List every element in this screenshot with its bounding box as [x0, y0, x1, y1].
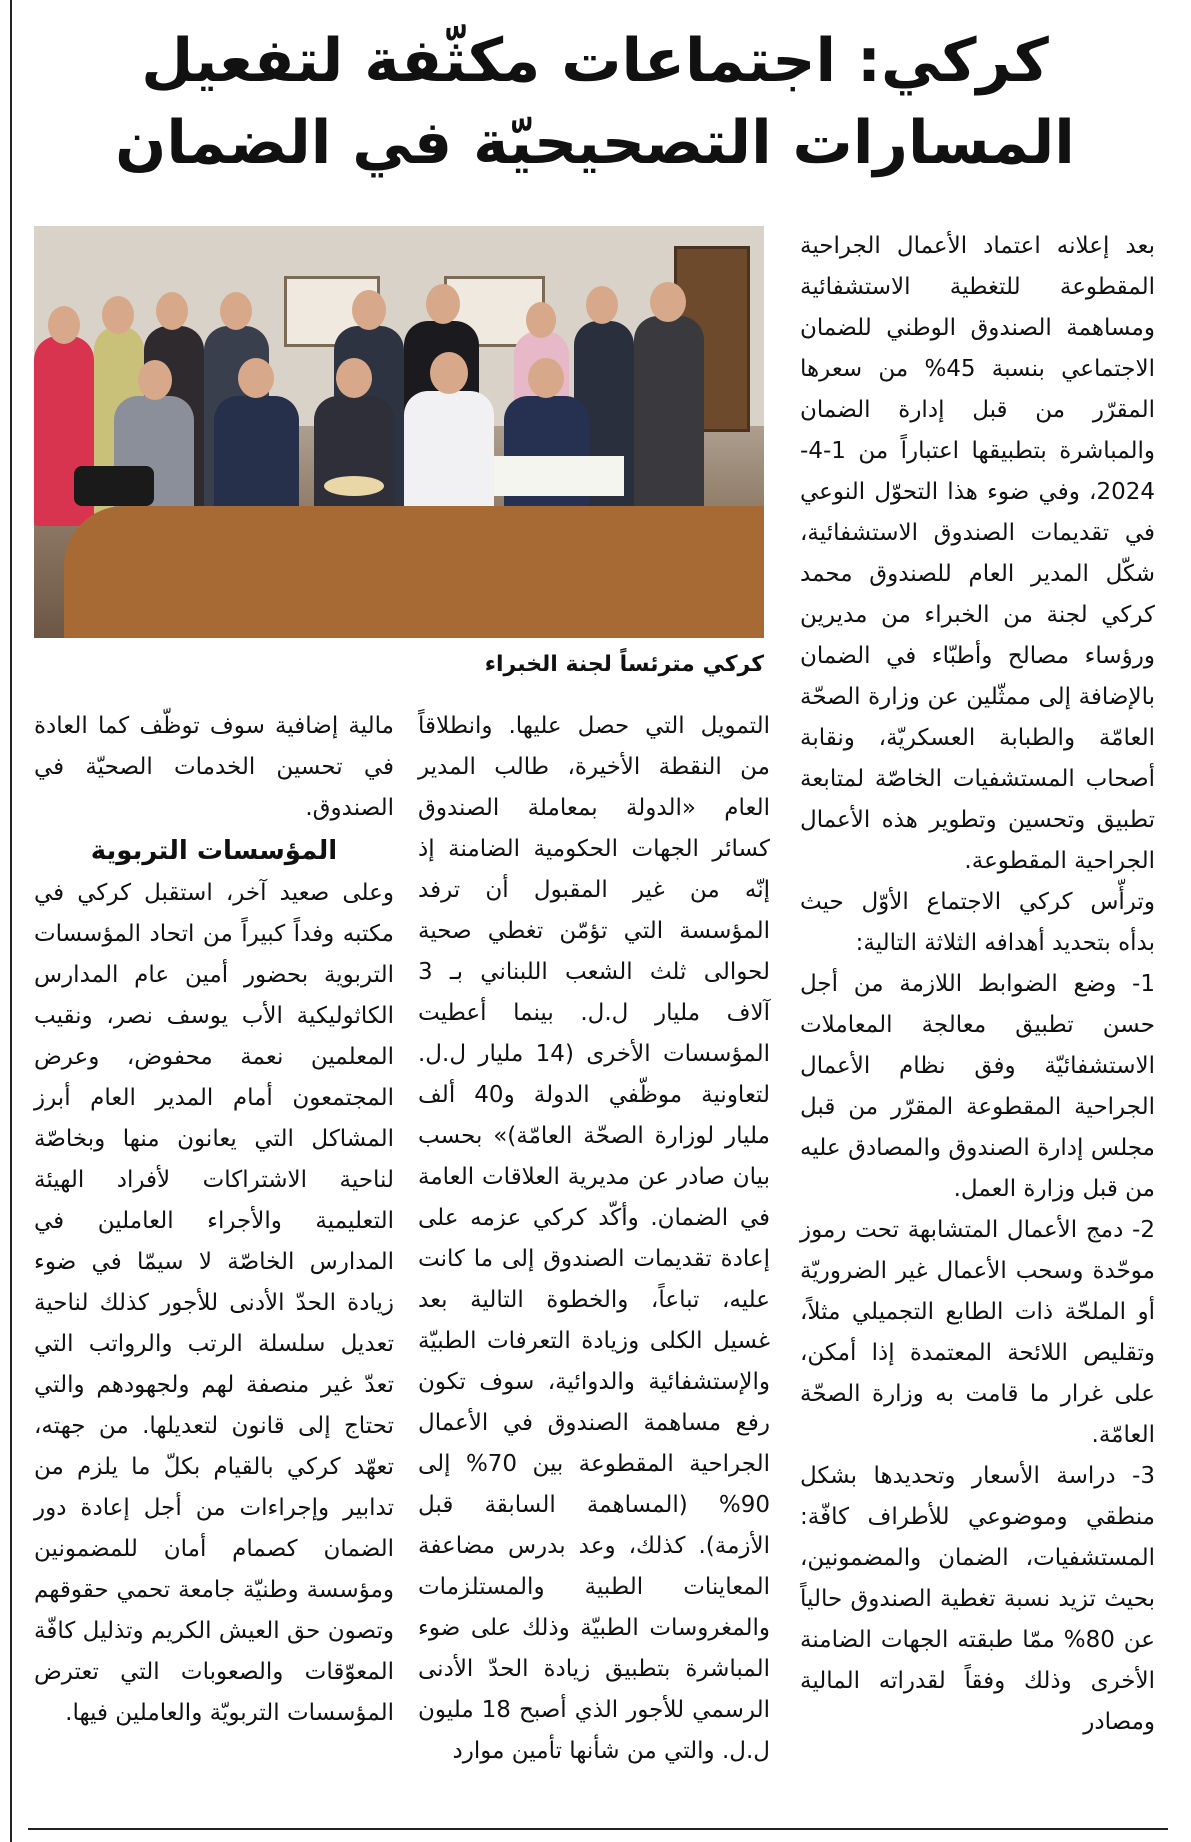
person-head: [352, 290, 386, 330]
section-subheading: المؤسسات التربوية: [90, 836, 338, 866]
person-head: [650, 282, 686, 322]
article-column-1: [800, 226, 1155, 1743]
paragraph: 2- دمج الأعمال المتشابهة تحت رموز موحّدة وسحب الأعمال غير الضروريّة أو الملحّة ذات الطابع التجميلي مثلاً، وتقليص اللائحة المعتمدة إذا أمكن، على غرار ما قامت به وزارة الصحّة العامّة.: [800, 1217, 1155, 1448]
person-head: [430, 352, 468, 394]
photo-caption: كركي مترئساً لجنة الخبراء: [484, 652, 764, 677]
person-head: [48, 306, 80, 344]
paragraph: 1- وضع الضوابط اللازمة من أجل حسن تطبيق معالجة المعاملات الاستشفائيّة وفق نظام الأعمال الجراحية المقطوعة المقرّر من قبل مجلس إدارة الصندوق والمصادق عليه من قبل وزارة العمل.: [800, 971, 1155, 1202]
person-head: [526, 302, 556, 338]
paragraph: بعد إعلانه اعتماد الأعمال الجراحية المقطوعة للتغطية الاستشفائية ومساهمة الصندوق الوطني للضمان الاجتماعي بنسبة 45% من سعرها المقرّر من قبل إدارة الضمان والمباشرة بتطبيقها اعتباراً من 1-4-2024، وفي ضوء هذا التحوّل النوعي في تقديمات الصندوق الاستشفائية، شكّل المدير العام للصندوق محمد كركي لجنة من الخبراء من مديرين ورؤساء مصالح وأطبّاء في الضمان بالإضافة إلى ممثّلين عن وزارة الصحّة العامّة والطبابة العسكريّة، ونقابة أصحاب المستشفيات الخاصّة لمتابعة تطبيق وتحسين وتطوير هذه الأعمال الجراحية المقطوعة.: [800, 233, 1155, 874]
cake-plate: [324, 476, 384, 496]
paragraph: 3- دراسة الأسعار وتحديدها بشكل منطقي وموضوعي للأطراف كافّة: المستشفيات، الضمان والمضمونين، بحيث تزيد نسبة تغطية الصندوق حالياً عن 80% ممّا طبقته الجهات الضامنة الأخرى وذلك وفقاً لقدراته المالية ومصادر: [800, 1463, 1156, 1735]
handbag: [74, 466, 154, 506]
headline: [40, 20, 1150, 184]
person-head: [336, 358, 372, 398]
bottom-border-rule: [28, 1828, 1168, 1830]
person-head: [102, 296, 134, 334]
person-head: [138, 360, 172, 400]
person-head: [220, 292, 252, 330]
article-column-2: [418, 706, 770, 1772]
conference-table: [64, 506, 764, 638]
paper-stack: [494, 456, 624, 496]
person-head: [238, 358, 274, 398]
paragraph: وعلى صعيد آخر، استقبل كركي في مكتبه وفداً كبيراً من اتحاد المؤسسات التربوية بحضور أمين عام المدارس الكاثوليكية الأب يوسف نصر، ونقيب المعلمين نعمة محفوض، وعرض المجتمعون أمام المدير العام أبرز المشاكل التي يعانون منها وبخاصّة لناحية الاشتراكات لأفراد الهيئة التعليمية والأجراء العاملين في المدارس الخاصّة لا سيمّا في ضوء زيادة الحدّ الأدنى للأجور كذلك لناحية تعديل سلسلة الرتب والرواتب التي تعدّ غير منصفة لهم ولجهودهم والتي تحتاج إلى قانون لتعديلها. من جهته، تعهّد كركي بالقيام بكلّ ما يلزم من تدابير وإجراءات من أجل إعادة دور الضمان كصمام أمان للمضمونين ومؤسسة وطنيّة جامعة تحمي حقوقهم وتصون حق العيش الكريم وتذليل كافّة المعوّقات والصعوبات التي تعترض المؤسسات التربويّة والعاملين فيها.: [34, 880, 394, 1726]
left-border-rule: [10, 0, 12, 1842]
paragraph: مالية إضافية سوف توظّف كما العادة في تحسين الخدمات الصحيّة في الصندوق.: [34, 713, 394, 821]
meeting-photo: [34, 226, 764, 638]
article-column-3: [34, 706, 394, 1734]
person-head: [586, 286, 618, 324]
person-head: [528, 358, 564, 398]
standing-person: [634, 316, 704, 526]
headline-line-1: كركي: اجتماعات مكثّفة لتفعيل: [141, 26, 1049, 96]
paragraph: وترأّس كركي الاجتماع الأوّل حيث بدأه بتحديد أهدافه الثلاثة التالية:: [800, 889, 1155, 956]
paragraph: التمويل التي حصل عليها. وانطلاقاً من النقطة الأخيرة، طالب المدير العام «الدولة بمعاملة الصندوق كسائر الجهات الحكومية الضامنة إذ إنّه من غير المقبول أن ترفد المؤسسة التي تؤمّن تغطي صحية لحوالى ثلث الشعب اللبناني بـ 3 آلاف مليار ل.ل. بينما أعطيت المؤسسات الأخرى (14 مليار ل.ل. لتعاونية موظّفي الدولة و40 ألف مليار لوزارة الصحّة العامّة)» بحسب بيان صادر عن مديرية العلاقات العامة في الضمان. وأكّد كركي عزمه على إعادة تقديمات الصندوق إلى ما كانت عليه، تباعاً، والخطوة التالية بعد غسيل الكلى وزيادة التعرفات الطبيّة والإستشفائية والدوائية، سوف تكون رفع مساهمة الصندوق في الأعمال الجراحية المقطوعة بين 70% إلى 90% (المساهمة السابقة قبل الأزمة). كذلك، وعد بدرس مضاعفة المعاينات الطبية والمستلزمات والمغروسات الطبيّة وذلك على ضوء المباشرة بتطبيق زيادة الحدّ الأدنى الرسمي للأجور الذي أصبح 18 مليون ل.ل. والتي من شأنها تأمين موارد: [418, 713, 771, 1764]
person-head: [426, 284, 460, 324]
headline-line-2: المسارات التصحيحيّة في الضمان: [115, 108, 1075, 178]
person-head: [156, 292, 188, 330]
